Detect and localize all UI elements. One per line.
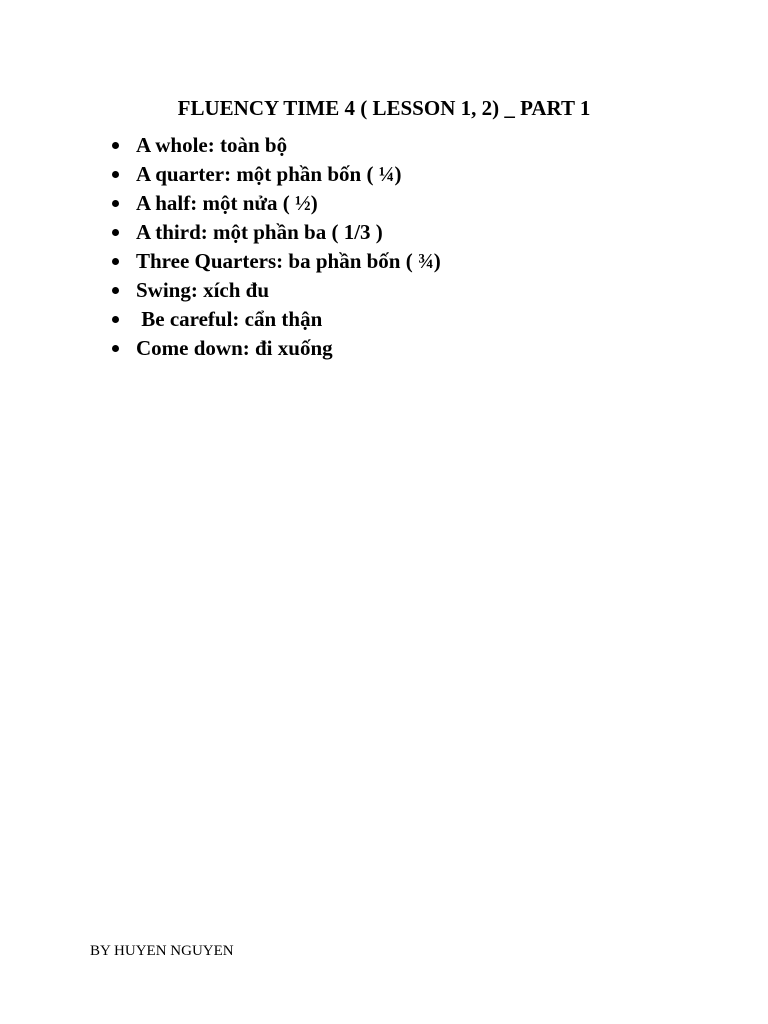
list-item-text: Three Quarters: ba phần bốn ( ¾) xyxy=(136,249,441,273)
list-item xyxy=(108,218,441,247)
list-item xyxy=(108,276,441,305)
list-item xyxy=(108,160,441,189)
list-item-text: A quarter: một phần bốn ( ¼) xyxy=(136,162,402,186)
bullet-icon xyxy=(112,171,119,178)
vocabulary-list xyxy=(108,131,441,363)
bullet-icon xyxy=(112,142,119,149)
list-item-text: Be careful: cẩn thận xyxy=(136,307,323,331)
bullet-icon xyxy=(112,200,119,207)
bullet-icon xyxy=(112,258,119,265)
list-item xyxy=(108,305,441,334)
list-item-text: A half: một nửa ( ½) xyxy=(136,191,318,215)
list-item xyxy=(108,189,441,218)
list-item-text: Swing: xích đu xyxy=(136,278,270,302)
list-item-text: A whole: toàn bộ xyxy=(136,133,288,157)
bullet-icon xyxy=(112,345,119,352)
list-item xyxy=(108,131,441,160)
bullet-icon xyxy=(112,287,119,294)
page-title: FLUENCY TIME 4 ( LESSON 1, 2) _ PART 1 xyxy=(177,96,591,120)
list-item-text: Come down: đi xuống xyxy=(136,336,333,360)
list-item xyxy=(108,247,441,276)
bullet-icon xyxy=(112,229,119,236)
list-item xyxy=(108,334,441,363)
list-item-text: A third: một phần ba ( 1/3 ) xyxy=(136,220,383,244)
author-footer: BY HUYEN NGUYEN xyxy=(90,943,234,959)
bullet-icon xyxy=(112,316,119,323)
